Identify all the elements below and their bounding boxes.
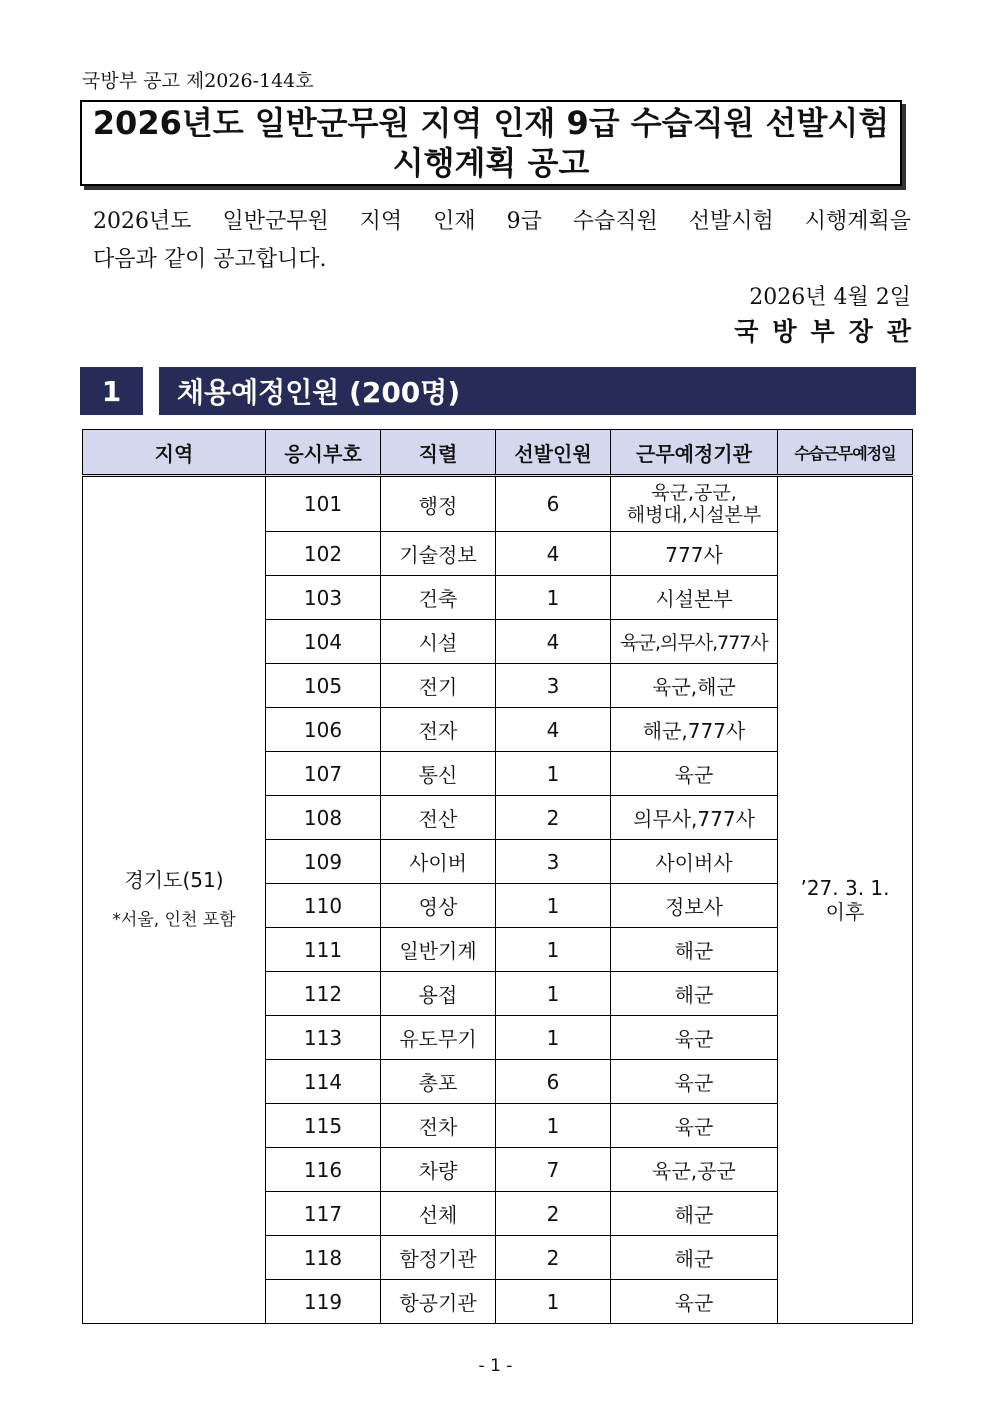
table-row [83,476,913,532]
series-cell: 함정기관 [381,1236,496,1280]
code-cell: 114 [266,1060,381,1104]
agency-cell: 육군,의무사,777사 [611,620,778,664]
series-cell: 영상 [381,884,496,928]
code-cell: 112 [266,972,381,1016]
agency-line: 해병대,시설본부 [626,504,762,526]
agency-cell: 정보사 [611,884,778,928]
series-cell: 시설 [381,620,496,664]
count-cell: 1 [496,972,611,1016]
count-cell: 2 [496,1192,611,1236]
code-cell: 116 [266,1148,381,1192]
code-cell: 111 [266,928,381,972]
agency-cell: 해군 [611,1236,778,1280]
region-note: *서울, 인천 포함 [112,910,236,930]
header-agency: 근무예정기관 [611,430,778,476]
series-cell: 용접 [381,972,496,1016]
agency-cell: 육군 [611,1104,778,1148]
count-cell: 3 [496,840,611,884]
agency-cell: 777사 [611,532,778,576]
series-cell: 건축 [381,576,496,620]
agency-line: 육군,공군, [651,482,737,504]
agency-cell: 육군 [611,1280,778,1324]
code-cell: 119 [266,1280,381,1324]
table-header-row [83,430,913,476]
count-cell: 1 [496,928,611,972]
recruitment-table [82,429,913,1324]
count-cell: 7 [496,1148,611,1192]
count-cell: 1 [496,1016,611,1060]
count-cell: 1 [496,1104,611,1148]
region-cell [83,476,266,1324]
code-cell: 106 [266,708,381,752]
notice-number: 국방부 공고 제2026-144호 [82,70,314,92]
series-cell: 선체 [381,1192,496,1236]
series-cell: 유도무기 [381,1016,496,1060]
series-cell: 총포 [381,1060,496,1104]
code-cell: 115 [266,1104,381,1148]
agency-cell: 육군 [611,752,778,796]
section-number: 1 [80,367,143,415]
series-cell: 차량 [381,1148,496,1192]
series-cell: 사이버 [381,840,496,884]
region-name: 경기도(51) [124,868,224,892]
header-count: 선발인원 [496,430,611,476]
document-title [80,100,902,186]
code-cell: 104 [266,620,381,664]
count-cell: 6 [496,476,611,532]
agency-cell [611,476,778,532]
announcement-date: 2026년 4월 2일 [749,285,911,310]
code-cell: 109 [266,840,381,884]
count-cell: 1 [496,576,611,620]
series-cell: 전산 [381,796,496,840]
agency-cell: 시설본부 [611,576,778,620]
count-cell: 4 [496,620,611,664]
code-cell: 108 [266,796,381,840]
intro-line-2: 다음과 같이 공고합니다. [93,247,327,272]
count-cell: 4 [496,708,611,752]
title-line-1: 2026년도 일반군무원 지역 인재 9급 수습직원 선발시험 [92,104,890,142]
series-cell: 일반기계 [381,928,496,972]
series-cell: 행정 [381,476,496,532]
header-schedule: 수습근무예정일 [778,430,913,476]
title-line-2: 시행계획 공고 [392,144,590,182]
code-cell: 102 [266,532,381,576]
series-cell: 항공기관 [381,1280,496,1324]
agency-cell: 의무사,777사 [611,796,778,840]
agency-cell: 사이버사 [611,840,778,884]
schedule-after: 이후 [825,900,865,924]
intro-line-1: 2026년도 일반군무원 지역 인재 9급 수습직원 선발시험 시행계획을 [93,209,911,234]
series-cell: 전자 [381,708,496,752]
issuer-name: 국방부장관 [734,317,925,346]
header-code: 응시부호 [266,430,381,476]
code-cell: 107 [266,752,381,796]
code-cell: 113 [266,1016,381,1060]
count-cell: 1 [496,884,611,928]
count-cell: 2 [496,796,611,840]
series-cell: 기술정보 [381,532,496,576]
code-cell: 101 [266,476,381,532]
code-cell: 117 [266,1192,381,1236]
header-region: 지역 [83,430,266,476]
count-cell: 1 [496,752,611,796]
agency-cell: 육군,해군 [611,664,778,708]
section-title: 채용예정인원 (200명) [159,367,916,415]
count-cell: 2 [496,1236,611,1280]
series-cell: 통신 [381,752,496,796]
agency-cell: 육군 [611,1016,778,1060]
code-cell: 118 [266,1236,381,1280]
agency-cell: 육군,공군 [611,1148,778,1192]
count-cell: 3 [496,664,611,708]
agency-cell: 해군,777사 [611,708,778,752]
agency-cell: 해군 [611,1192,778,1236]
header-series: 직렬 [381,430,496,476]
page-number: - 1 - [478,1356,513,1376]
agency-cell: 해군 [611,928,778,972]
count-cell: 6 [496,1060,611,1104]
count-cell: 1 [496,1280,611,1324]
code-cell: 110 [266,884,381,928]
count-cell: 4 [496,532,611,576]
agency-cell: 육군 [611,1060,778,1104]
series-cell: 전차 [381,1104,496,1148]
schedule-date: ’27. 3. 1. [800,876,890,900]
schedule-cell [778,476,913,1324]
code-cell: 103 [266,576,381,620]
code-cell: 105 [266,664,381,708]
series-cell: 전기 [381,664,496,708]
agency-cell: 해군 [611,972,778,1016]
